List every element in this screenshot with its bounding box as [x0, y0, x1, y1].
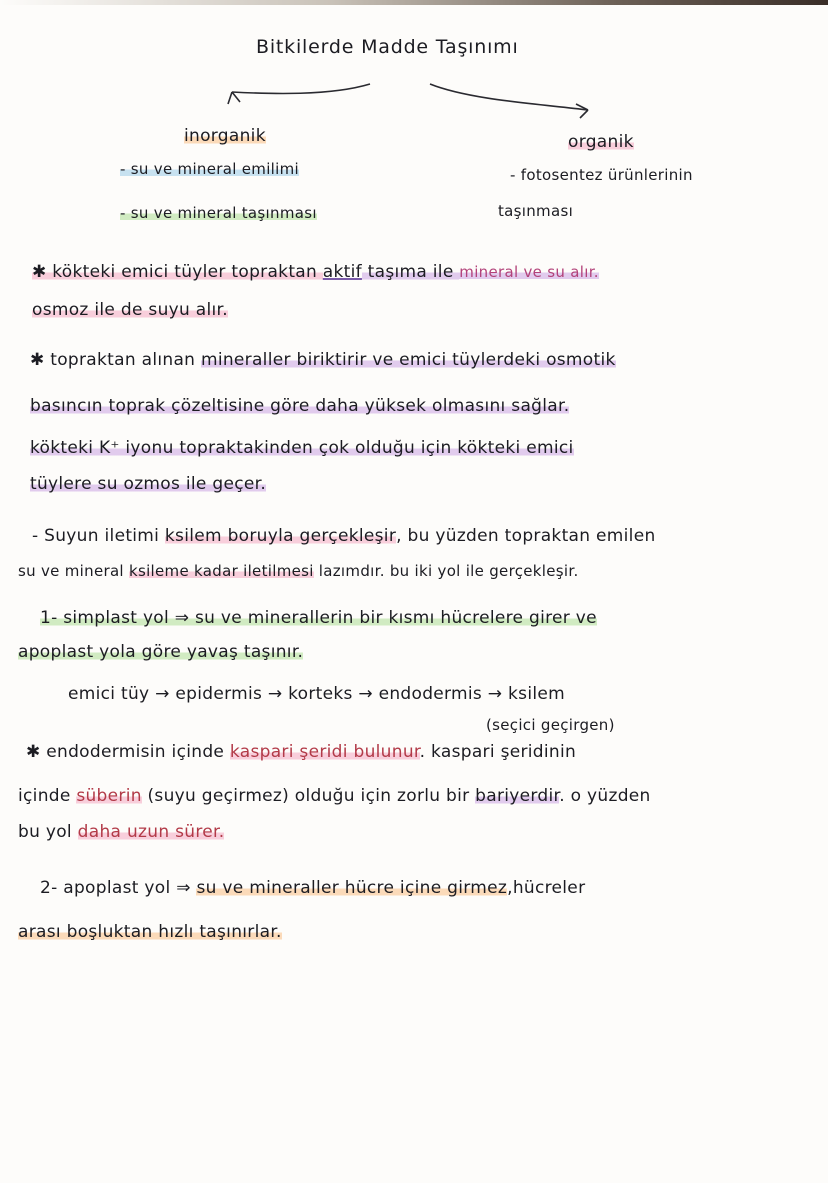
p5-l3a: bu yol [18, 822, 78, 842]
p5-l1b: kaspari şeridi bulunur [229, 742, 420, 762]
p4-note: (seçici geçirgen) [486, 716, 615, 734]
inorganic-line1-text: - su ve mineral emilimi [120, 160, 299, 178]
p1-l1d: mineral ve su alır. [459, 263, 599, 281]
organic-heading [568, 132, 634, 152]
page-title: Bitkilerde Madde Taşınımı [256, 36, 519, 58]
p3-l1a: - Suyun iletimi [32, 526, 165, 546]
p4-path: emici tüy → epidermis → korteks → endodermis → ksilem [68, 684, 566, 704]
p6-l1b: su ve mineraller hücre içine girmez [196, 878, 508, 898]
p1-aktif: aktif [322, 262, 362, 282]
p3-l2c: lazımdır. bu iki yol ile gerçekleşir. [313, 562, 579, 580]
p2-line1 [30, 350, 616, 370]
p2-line4 [30, 474, 266, 494]
p4-l1: 1- simplast yol ⇒ su ve minerallerin bir kısmı hücrelere girer ve [40, 608, 597, 628]
inorganic-heading [184, 126, 266, 146]
p6-l2: arası boşluktan hızlı taşınırlar. [18, 922, 282, 942]
p6-l1c: ,hücreler [507, 878, 586, 898]
p2-l1b: mineraller biriktirir ve emici tüylerdeki osmotik [200, 350, 616, 370]
p3-line2 [18, 562, 579, 580]
organic-line2: taşınması [498, 202, 574, 220]
p2-l2: basıncın toprak çözeltisine göre daha yüksek olmasını sağlar. [30, 396, 570, 416]
inorganic-heading-text: inorganik [184, 126, 266, 146]
p5-l2c: (suyu geçirmez) olduğu için zorlu bir [141, 786, 476, 806]
p2-line3 [30, 438, 574, 458]
organic-heading-text: organik [568, 132, 634, 152]
inorganic-line1 [120, 160, 299, 178]
p2-l3: kökteki K⁺ iyonu topraktakinden çok olduğu için kökteki emici [30, 438, 574, 458]
p5-l2d: bariyerdir [475, 786, 560, 806]
p5-line2 [18, 786, 651, 806]
right-branch-arrow [430, 84, 588, 110]
p1-l1a: ✱ kökteki emici tüyler topraktan [32, 262, 323, 282]
p3-line1 [32, 526, 656, 546]
p2-line2 [30, 396, 569, 416]
p4-line2 [18, 642, 303, 662]
p5-line3 [18, 822, 224, 842]
right-arrowhead [576, 104, 588, 118]
p5-l2b: süberin [76, 786, 142, 806]
p1-l1c: taşıma ile [361, 262, 460, 282]
p5-l2a: içinde [18, 786, 77, 806]
p3-l2a: su ve mineral [18, 562, 129, 580]
p6-line1 [40, 878, 585, 898]
p1-line2 [32, 300, 228, 320]
left-arrowhead [228, 92, 240, 104]
p3-l2b: ksileme kadar iletilmesi [128, 562, 314, 580]
p3-l1c: , bu yüzden topraktan emilen [396, 526, 656, 546]
p6-line2 [18, 922, 282, 942]
p5-l2e: . o yüzden [559, 786, 651, 806]
organic-line1: - fotosentez ürünlerinin [510, 166, 693, 184]
p4-line1 [40, 608, 597, 628]
p1-l2: osmoz ile de suyu alır. [32, 300, 228, 320]
p5-l3b: daha uzun sürer. [77, 822, 225, 842]
inorganic-line2 [120, 204, 317, 222]
left-branch-arrow [232, 84, 370, 94]
p3-l1b: ksilem boruyla gerçekleşir [164, 526, 397, 546]
inorganic-line2-text: - su ve mineral taşınması [120, 204, 317, 222]
p6-l1a: 2- apoplast yol ⇒ [40, 878, 197, 898]
p5-l1a: ✱ endodermisin içinde [26, 742, 230, 762]
p2-l4: tüylere su ozmos ile geçer. [30, 474, 267, 494]
p2-l1a: ✱ topraktan alınan [30, 350, 201, 370]
p1-line1 [32, 262, 599, 282]
p5-line1 [26, 742, 576, 762]
p4-l2: apoplast yola göre yavaş taşınır. [18, 642, 304, 662]
p5-l1c: . kaspari şeridinin [419, 742, 577, 762]
